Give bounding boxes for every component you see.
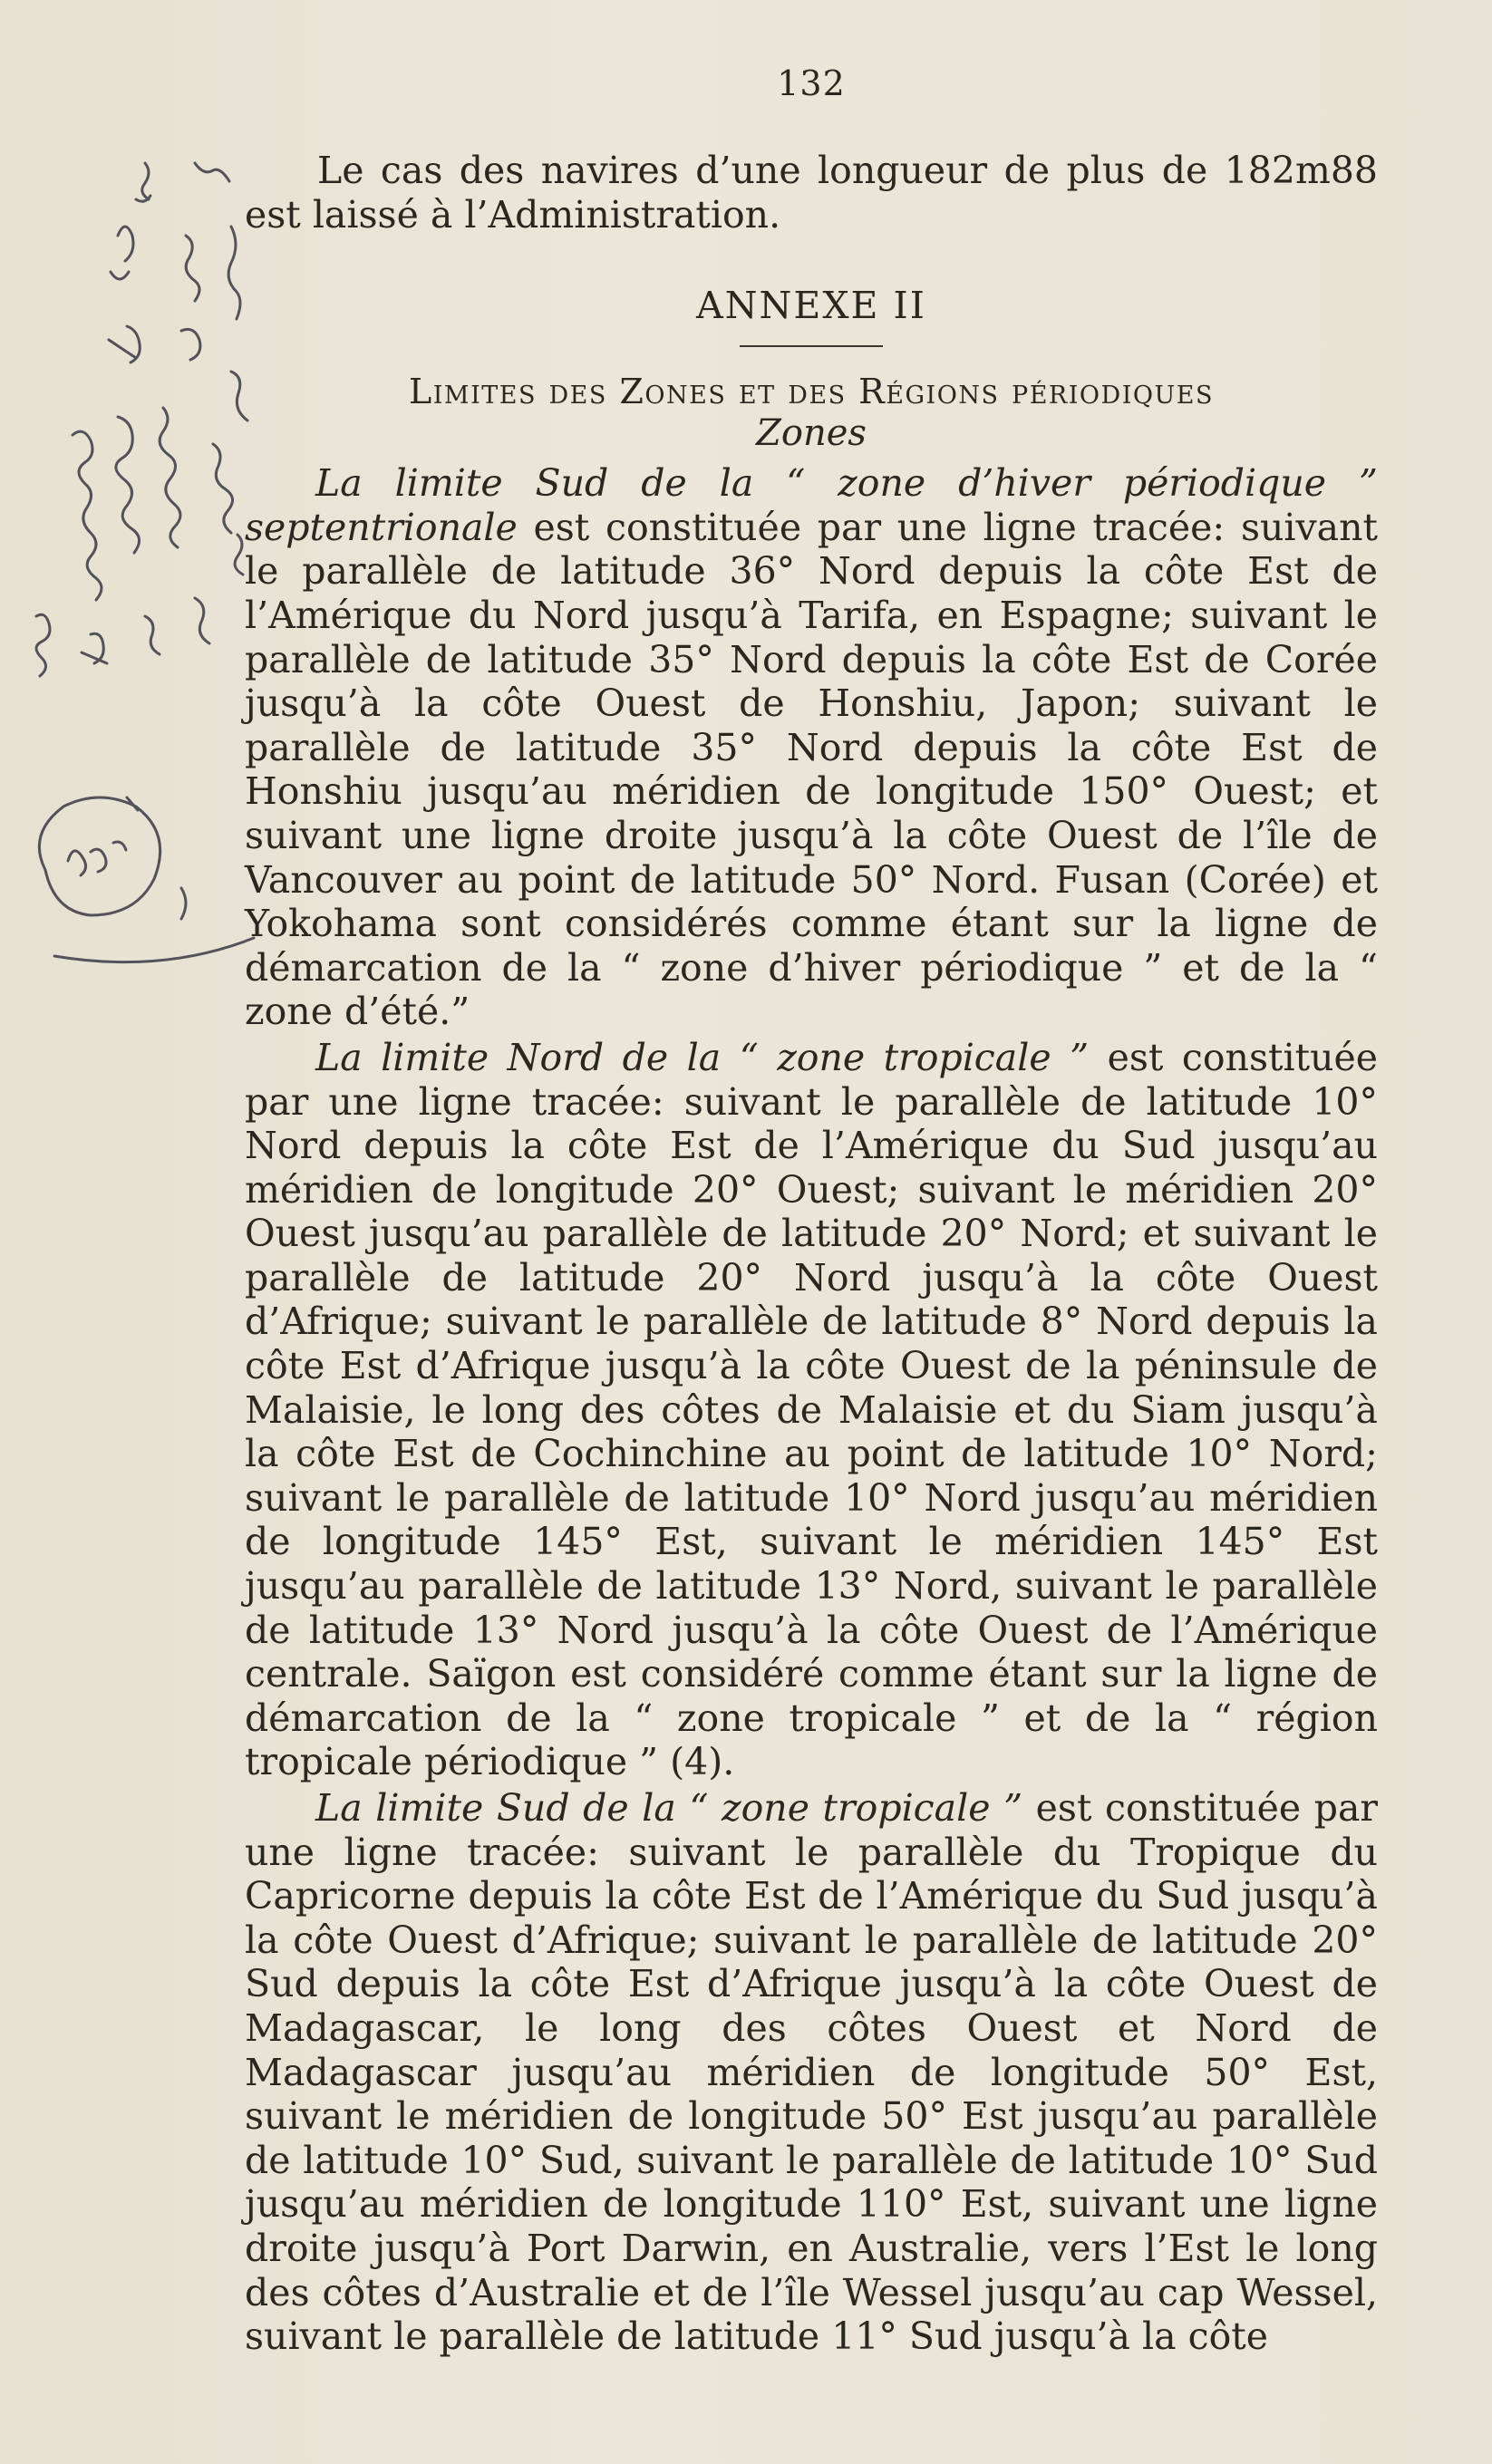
paragraph-lead: La limite Sud de la “ zone d’hiver périodique ” septentrionale [245,461,1378,549]
paragraph-text: est constituée par une ligne tracée: suivant le parallèle du Tropique du Capricorne depuis la côte Est de l’Amérique du Sud jusqu’à la côte Ouest d’Afrique; suivant le parallèle de latitude 20° Sud depuis la côte Est d’Afrique jusqu’à la côte Ouest de Madagascar, le long des côtes Ouest et Nord de Madagascar jusqu’au méridien de longitude 50° Est, suivant le méridien de longitude 50° Est jusqu’au parallèle de latitude 10° Sud, suivant le parallèle de latitude 10° Sud jusqu’au méridien de longitude 110° Est, suivant une ligne droite jusqu’à Port Darwin, en Australie, vers l’Est le long des côtes d’Australie et de l’île Wessel jusqu’au cap Wessel, suivant le parallèle de latitude 11° Sud jusqu’à la côte [245,1786,1378,2359]
paragraph-text: est constituée par une ligne tracée: suivant le parallèle de latitude 10° Nord depuis la côte Est de l’Amérique du Sud jusqu’au méridien de longitude 20° Ouest; suivant le méridien 20° Ouest jusqu’au parallèle de latitude 20° Nord; et suivant le parallèle de latitude 20° Nord jusqu’à la côte Ouest d’Afrique; suivant le parallèle de latitude 8° Nord depuis la côte Est d’Afrique jusqu’à la côte Ouest de la péninsule de Malaisie, le long des côtes de Malaisie et du Siam jusqu’à la côte Est de Cochinchine au point de latitude 10° Nord; suivant le parallèle de latitude 10° Nord jusqu’au méridien de longitude 145° Est, suivant le méridien 145° Est jusqu’au parallèle de latitude 13° Nord, suivant le parallèle de latitude 13° Nord jusqu’à la côte Ouest de l’Amérique centrale. Saïgon est considéré comme étant sur la ligne de démarcation de la “ zone tropicale ” et de la “ région tropicale périodique ” (4). [245,1035,1378,1784]
title-divider [740,345,883,347]
handwritten-margin-notes [0,145,272,997]
paragraph-lead: La limite Nord de la “ zone tropicale ” [315,1035,1090,1079]
opening-paragraph: Le cas des navires d’une longueur de plus de 182m88 est laissé à l’Administration. [245,149,1378,237]
paragraph-limite-sud-hiver [245,461,1378,1034]
paragraph-limite-nord-tropicale [245,1036,1378,1784]
document-body [245,63,1378,2359]
paragraph-limite-sud-tropicale [245,1786,1378,2359]
page-number: 132 [777,63,846,103]
annex-title: ANNEXE II [696,284,926,328]
section-title: Limites des Zones et des Régions périodiques [409,372,1214,412]
subsection-title: Zones [756,412,867,455]
paragraph-lead: La limite Sud de la “ zone tropicale ” [315,1786,1023,1830]
paragraph-text: est constituée par une ligne tracée: suivant le parallèle de latitude 36° Nord depuis la côte Est de l’Amérique du Nord jusqu’à Tarifa, en Espagne; suivant le parallèle de latitude 35° Nord depuis la côte Est de Corée jusqu’à la côte Ouest de Honshiu, Japon; suivant le parallèle de latitude 35° Nord depuis la côte Est de Honshiu jusqu’au méridien de longitude 150° Ouest; et suivant une ligne droite jusqu’à la côte Ouest de l’île de Vancouver au point de latitude 50° Nord. Fusan (Corée) et Yokohama sont considérés comme étant sur la ligne de démarcation de la “ zone d’hiver périodique ” et de la “ zone d’été.” [245,505,1378,1034]
